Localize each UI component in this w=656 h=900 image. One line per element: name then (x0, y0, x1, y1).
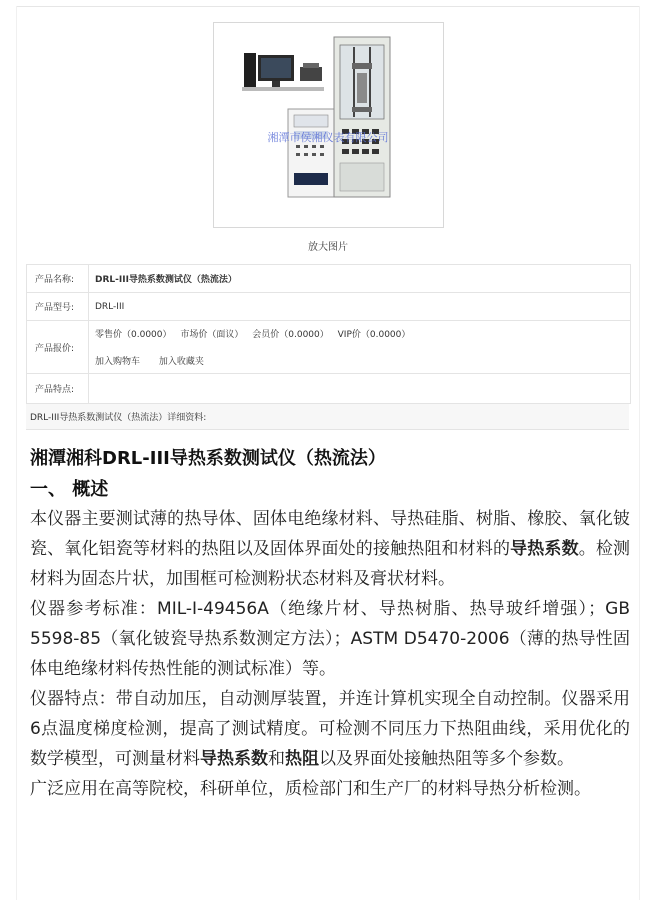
product-info-table (26, 264, 631, 404)
paragraph-applications: 广泛应用在高等院校，科研单位，质检部门和生产厂的材料导热分析检测。 (30, 779, 591, 799)
product-image[interactable] (213, 22, 444, 228)
paragraph-standards: 仪器参考标准：MIL-I-49456A（绝缘片材、导热树脂、热导玻纤增强）；GB 5598-85（氧化铍瓷导热系数测定方法）；ASTM D5470-2006（薄的热导性固体电绝缘材料传热性能的测试标准）等。 (30, 599, 630, 679)
top-divider (16, 6, 640, 7)
product-model-label: 产品型号: (27, 293, 89, 320)
left-border (16, 6, 17, 900)
right-border (639, 6, 640, 900)
enlarge-image-link[interactable]: 放大图片 (308, 242, 348, 253)
paragraph-intro: 本仪器主要测试薄的热导体、固体电绝缘材料、导热硅脂、树脂、橡胶、氧化铍瓷、氧化铝瓷等材料的热阻以及固体界面处的接触热阻和材料的导热系数。检测材料为固态片状，加围框可检测粉状态材料及膏状材料。 (30, 509, 631, 589)
product-name-value: DRL-III导热系数测试仪（热流法） (95, 275, 237, 285)
add-to-favorites-link[interactable]: 加入收藏夹 (158, 357, 204, 367)
product-features-label: 产品特点: (27, 374, 89, 403)
row-product-model (27, 293, 630, 321)
paragraph-features: 仪器特点：带自动加压，自动测厚装置，并连计算机实现全自动控制。仪器采用6点温度梯度检测，提高了测试精度。可检测不同压力下热阻曲线，采用优化的数学模型，可测量材料导热系数和热阻以及界面处接触热阻等多个参数。 (30, 689, 630, 769)
detail-header: DRL-III导热系数测试仪（热流法）详细资料: (26, 404, 629, 430)
retail-price: 零售价（0.0000） (95, 330, 172, 340)
price-list (95, 327, 416, 340)
section-heading-overview: 一、 概述 (30, 479, 109, 500)
row-product-name (27, 265, 630, 293)
keyword-thermal-conductivity-2: 导热系数 (200, 749, 268, 769)
market-price: 市场价（面议） (180, 330, 244, 340)
keyword-thermal-conductivity: 导热系数 (510, 539, 579, 559)
cart-actions (95, 354, 220, 367)
price-cell (89, 321, 630, 373)
vip-price: VIP价（0.0000） (337, 330, 411, 340)
article-body (30, 442, 630, 804)
row-product-price (27, 321, 630, 374)
add-to-cart-link[interactable]: 加入购物车 (95, 357, 141, 367)
product-name-label: 产品名称: (27, 265, 89, 292)
row-product-features (27, 374, 630, 403)
keyword-thermal-resistance: 热阻 (285, 749, 319, 769)
watermark-text: 湘潭市侯湘仪表有限公司 (267, 132, 389, 144)
instrument-illustration (214, 23, 443, 227)
product-features-value (89, 374, 630, 403)
product-model-value: DRL-III (95, 301, 125, 312)
product-price-label: 产品报价: (27, 321, 89, 373)
member-price: 会员价（0.0000） (252, 330, 329, 340)
article-title: 湘潭湘科DRL-III导热系数测试仪（热流法） (30, 448, 386, 469)
